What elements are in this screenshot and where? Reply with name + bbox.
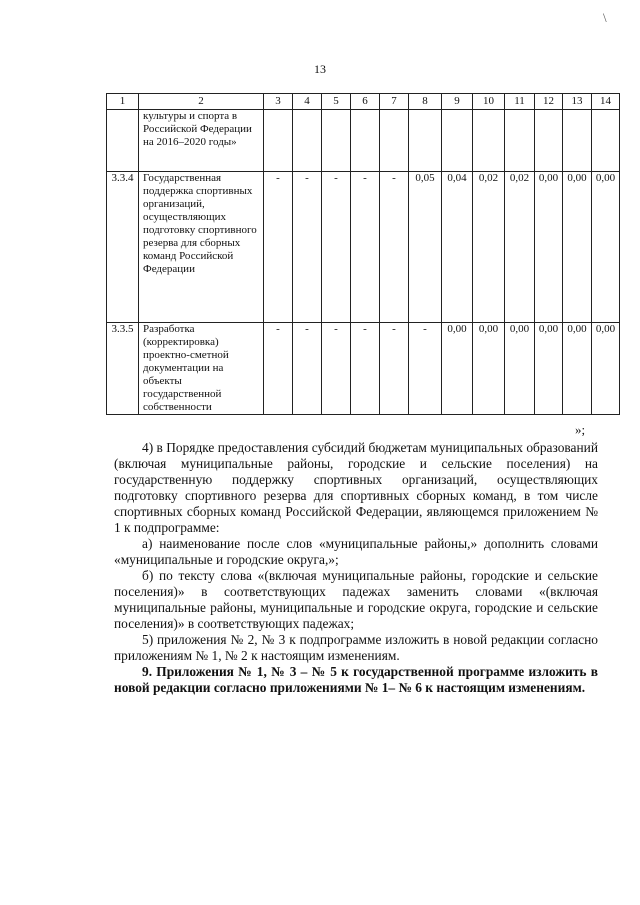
value-cell — [592, 110, 620, 172]
value-cell — [380, 110, 409, 172]
value-cell: - — [380, 172, 409, 323]
value-cell: - — [322, 323, 351, 415]
value-cell: 0,00 — [592, 323, 620, 415]
value-cell: 0,00 — [473, 323, 505, 415]
value-cell: 0,00 — [563, 323, 592, 415]
header-cell: 6 — [351, 94, 380, 110]
value-cell: - — [351, 172, 380, 323]
table-header-row — [107, 94, 620, 110]
page-number: 13 — [314, 62, 326, 76]
table-row — [107, 323, 620, 415]
value-cell: 0,05 — [409, 172, 442, 323]
value-cell: 0,00 — [535, 172, 563, 323]
data-table — [106, 93, 620, 415]
value-cell: - — [351, 323, 380, 415]
value-cell — [505, 110, 535, 172]
value-cell: 0,00 — [442, 323, 473, 415]
header-cell: 4 — [293, 94, 322, 110]
row-number-cell: 3.3.4 — [107, 172, 139, 323]
value-cell: 0,02 — [505, 172, 535, 323]
row-name-cell: культуры и спорта в Российской Федерации на 2016–2020 годы» — [139, 110, 264, 172]
header-cell: 10 — [473, 94, 505, 110]
header-cell: 5 — [322, 94, 351, 110]
value-cell: 0,00 — [505, 323, 535, 415]
header-cell: 1 — [107, 94, 139, 110]
value-cell: - — [293, 323, 322, 415]
table-row — [107, 110, 620, 172]
value-cell: - — [264, 323, 293, 415]
value-cell — [293, 110, 322, 172]
header-cell: 14 — [592, 94, 620, 110]
header-cell: 12 — [535, 94, 563, 110]
header-cell: 13 — [563, 94, 592, 110]
value-cell: 0,00 — [535, 323, 563, 415]
value-cell: - — [409, 323, 442, 415]
value-cell — [322, 110, 351, 172]
body-text — [114, 440, 598, 696]
header-cell: 9 — [442, 94, 473, 110]
value-cell: - — [264, 172, 293, 323]
table-closing-quote: »; — [575, 422, 586, 437]
paragraph-4b: б) по тексту слова «(включая муниципальные районы, городские и сельские поселения)» в соответствующих падежах заменить словами «(включая муниципальные районы, муниципальные и городские округа, городские и сельские поселения)» в соответствующих падежах; — [114, 568, 598, 631]
header-cell: 3 — [264, 94, 293, 110]
value-cell: 0,00 — [592, 172, 620, 323]
corner-mark: \ — [603, 10, 607, 25]
value-cell: 0,04 — [442, 172, 473, 323]
value-cell: 0,00 — [563, 172, 592, 323]
value-cell — [473, 110, 505, 172]
value-cell — [535, 110, 563, 172]
row-name-cell: Разработка (корректировка) проектно-сметной документации на объекты государственной собственности — [139, 323, 264, 415]
header-cell: 8 — [409, 94, 442, 110]
value-cell — [351, 110, 380, 172]
value-cell — [442, 110, 473, 172]
row-name-cell: Государственная поддержка спортивных организаций, осуществляющих подготовку спортивного резерва для сборных команд Российской Федерации — [139, 172, 264, 323]
value-cell: - — [293, 172, 322, 323]
paragraph-9: 9. Приложения № 1, № 3 – № 5 к государственной программе изложить в новой редакции согласно приложениями № 1– № 6 к настоящим изменениям. — [114, 664, 598, 695]
paragraph-4a: а) наименование после слов «муниципальные районы,» дополнить словами «муниципальные и городские округа,»; — [114, 536, 598, 567]
row-number-cell: 3.3.5 — [107, 323, 139, 415]
value-cell: - — [322, 172, 351, 323]
row-number-cell — [107, 110, 139, 172]
value-cell — [264, 110, 293, 172]
header-cell: 11 — [505, 94, 535, 110]
header-cell: 2 — [139, 94, 264, 110]
table-row — [107, 172, 620, 323]
paragraph-4: 4) в Порядке предоставления субсидий бюджетам муниципальных образований (включая муниципальные районы, городские и сельские поселения) на государственную поддержку спортивных организаций, осуществляющих подготовку спортивного резерва для спортивных сборных команд, в том числе спортивных сборных команд Российской Федерации, являющемся приложением № 1 к подпрограмме: — [114, 440, 598, 535]
header-cell: 7 — [380, 94, 409, 110]
value-cell — [409, 110, 442, 172]
paragraph-5: 5) приложения № 2, № 3 к подпрограмме изложить в новой редакции согласно приложениям № 1, № 2 к настоящим изменениям. — [114, 632, 598, 663]
value-cell: 0,02 — [473, 172, 505, 323]
value-cell — [563, 110, 592, 172]
value-cell: - — [380, 323, 409, 415]
